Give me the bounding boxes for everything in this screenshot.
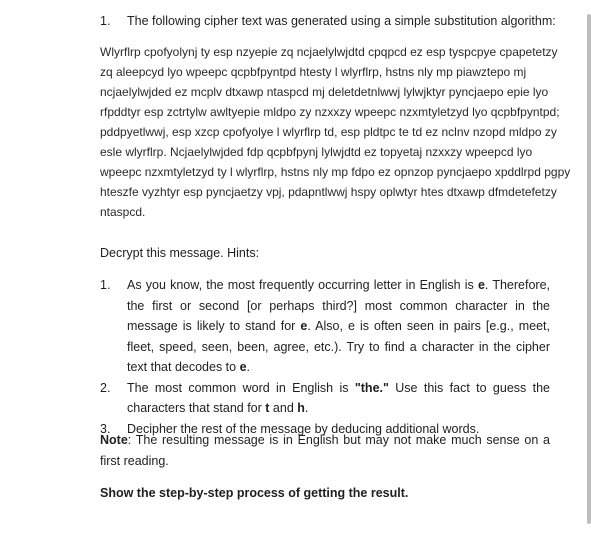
hint-text: Decipher the rest of the message by deducing additional words. — [127, 421, 480, 436]
hint-number: 3. — [100, 421, 111, 436]
note-label: Note — [100, 433, 128, 447]
cipher-line: pddpyetlwwj, esp xzcp cpofyolye l wlyrflrp td, esp pldtpc te td ez nclnv nzopd mldpo zy — [100, 125, 557, 139]
hint-text: The most common word in English is — [127, 380, 355, 395]
hint-emphasis: e — [300, 319, 308, 333]
hint-text: . — [304, 401, 309, 415]
note-text: : The resulting message is in English but may not make much sense on a first reading. — [100, 433, 550, 468]
cipher-line: hteszfe vyzhtyr esp pyncjaetzy vpj, pdapntlwwj hspy oplwtyr htes dtxawp dfmdetefetzy — [100, 185, 557, 199]
question-number: 1. — [100, 14, 111, 28]
scrollbar[interactable] — [586, 0, 591, 538]
hint-text: and — [269, 401, 298, 415]
hint-text: . — [246, 360, 251, 374]
show-steps-instruction: Show the step-by-step process of getting the result. — [100, 486, 409, 500]
hint-item — [100, 275, 550, 378]
cipher-text — [100, 42, 571, 222]
cipher-line: rfpddtyr esp zctrtylw awltyepie mldpo zy nzxxzy wpeepc nzxmtyletzyd lyo qcpbfpyntpd; — [100, 105, 560, 119]
hint-number: 2. — [100, 380, 111, 395]
hint-emphasis: e — [477, 278, 485, 292]
hint-text: Use this fact to guess the characters that stand for — [127, 380, 550, 415]
cipher-line: Wlyrflrp cpofyolynj ty esp nzyepie zq ncjaelylwjdtd cpqpcd ez esp tyspcpye cpapetetzy — [100, 45, 558, 59]
hints-list — [100, 275, 550, 439]
hint-emphasis: t — [265, 401, 270, 415]
hint-emphasis: h — [297, 401, 305, 415]
note-paragraph — [100, 430, 550, 471]
hint-text: . Therefore, the first or second [or perhaps third?] most common character in the message is likely to stand for — [127, 278, 550, 333]
hint-emphasis: e — [239, 360, 247, 374]
cipher-line: ncjaelylwjded ez mcplv dtxawp ntaspcd mj deletdetnlwwj lylwjktyr pyncjaepo epie lyo — [100, 85, 549, 99]
scrollbar-thumb[interactable] — [587, 14, 591, 524]
cipher-line: zq aleepcyd lyo wpeepc qcpbfpyntpd htesty l wlyrflrp, hstns nly mp piawztepo mj — [100, 65, 527, 79]
decrypt-instruction: Decrypt this message. Hints: — [100, 246, 260, 260]
cipher-line: wpeepc nzxmtyletzyd ty l wlyrflrp, hstns nly mp fdpo ez opnzop pyncjaepo xpddlrpd pgpy — [100, 165, 571, 179]
hint-emphasis: "the." — [354, 380, 389, 395]
question-text: The following cipher text was generated using a simple substitution algorithm: — [127, 14, 556, 28]
cipher-line: ntaspcd. — [100, 205, 146, 219]
hint-number: 1. — [100, 278, 111, 292]
cipher-line: esle wlyrflrp. Ncjaelylwjded fdp qcpbfpynj lylwjdtd ez topyetaj nzxxzy wpeepcd lyo — [100, 145, 533, 159]
hint-item — [100, 378, 550, 419]
hint-text: As you know, the most frequently occurring letter in English is — [127, 278, 478, 292]
hint-text: . Also, e is often seen in pairs [e.g., meet, fleet, speed, seen, been, agree, etc.). Try to find a character in the cipher text that decodes to — [127, 319, 550, 374]
